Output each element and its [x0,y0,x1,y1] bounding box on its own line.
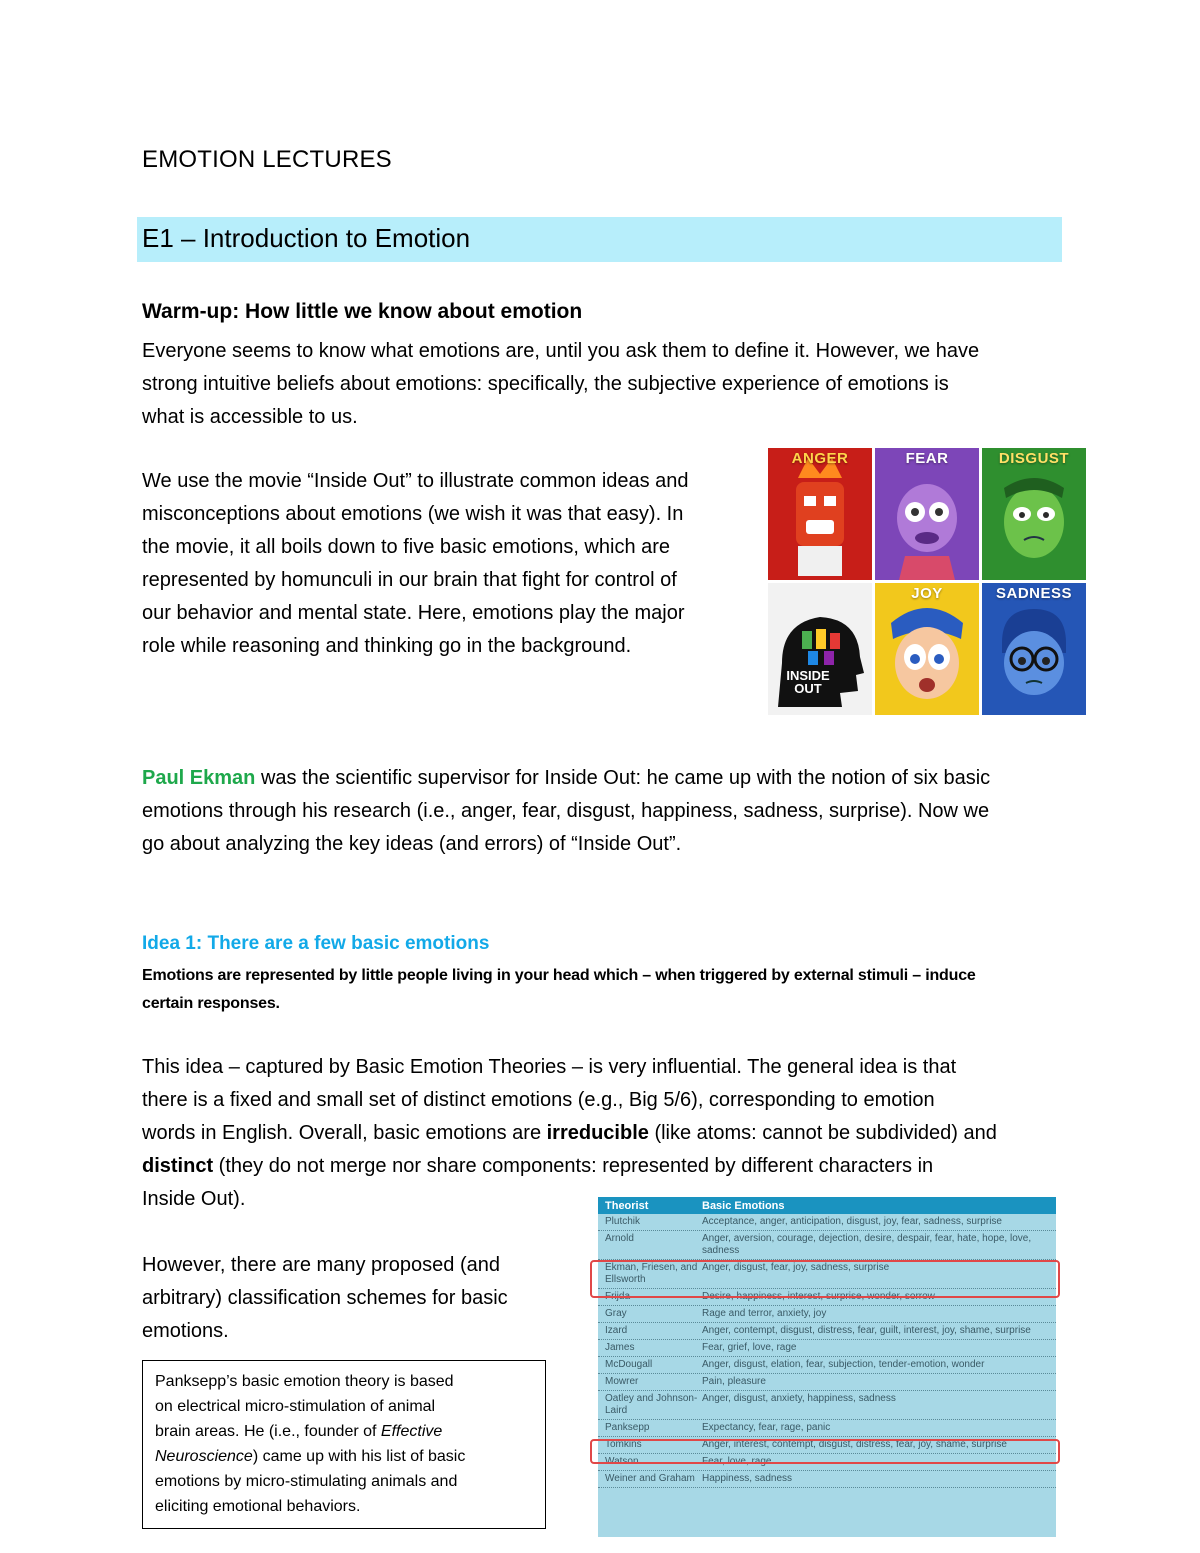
emotions-cell: Happiness, sadness [702,1473,793,1484]
poster-anger [768,448,872,580]
warmup-heading: Warm-up: How little we know about emotion [142,300,583,323]
table-row [598,1357,1056,1374]
ekman-line-rest: was the scientific supervisor for Inside Out: he came up with the notion of six basic [255,767,991,789]
however-paragraph [142,1249,508,1348]
emotions-cell: Pain, pleasure [702,1376,766,1387]
book-title: Effective [380,1423,443,1440]
theorist-cell: James [605,1342,635,1353]
theorist-cell: Mowrer [605,1376,639,1387]
poster-sadness [982,583,1086,715]
inside-out-poster-grid [768,448,1086,715]
table-row [598,1420,1056,1437]
emotions-cell: Anger, interest, contempt, disgust, distress, fear, joy, shame, surprise [702,1439,1007,1450]
theory-line: Inside Out). [142,1188,246,1210]
intro-line: what is accessible to us. [142,406,358,428]
sadness-character-icon [982,583,1086,715]
intro-paragraph [142,335,979,434]
poster-disgust [982,448,1086,580]
emotions-cell: Fear, grief, love, rage [702,1342,797,1353]
movie-line: We use the movie “Inside Out” to illustrate common ideas and [142,470,689,492]
theorist-cell: Ekman, Friesen, and Ellsworth [605,1262,698,1285]
theorist-cell: Oatley and Johnson-Laird [605,1393,698,1416]
theorist-header: Theorist [605,1199,649,1212]
theorist-cell: Frijda [605,1291,631,1302]
poster-joy [875,583,979,715]
section-heading: E1 – Introduction to Emotion [142,223,471,253]
theorist-table [598,1197,1056,1537]
movie-line: misconceptions about emotions (we wish it was that easy). In [142,503,684,525]
theory-line [142,1150,997,1183]
ekman-row-highlight [590,1260,1060,1298]
intro-line: strong intuitive beliefs about emotions: specifically, the subjective experience of emotions is [142,373,949,395]
idea1-heading: Idea 1: There are a few basic emotions [142,933,490,954]
theory-line: there is a fixed and small set of distinct emotions (e.g., Big 5/6), corresponding to emotion [142,1089,935,1111]
ekman-line: emotions through his research (i.e., anger, fear, disgust, happiness, sadness, surprise). Now we [142,800,990,822]
note-line: Panksepp’s basic emotion theory is based [155,1373,454,1390]
theorist-cell: Weiner and Graham [605,1473,695,1484]
movie-line: the movie, it all boils down to five basic emotions, which are [142,536,671,558]
panksepp-row-highlight [590,1439,1060,1464]
theory-text: (like atoms: cannot be subdivided) and [648,1122,997,1144]
theory-paragraph [142,1051,997,1216]
table-row [598,1214,1056,1231]
emotions-cell: Desire, happiness, interest, surprise, wonder, sorrow [702,1291,935,1302]
note-text: ) came up with his list of basic [252,1448,466,1465]
poster-label: JOY [911,585,943,602]
emotions-cell: Anger, aversion, courage, dejection, desire, despair, fear, hate, hope, love, sadness [702,1233,1032,1256]
emotions-cell: Rage and terror, anxiety, joy [702,1308,827,1319]
however-line: arbitrary) classification schemes for basic [142,1287,508,1309]
intro-line: Everyone seems to know what emotions are, until you ask them to define it. However, we have [142,340,980,362]
note-text: brain areas. He (i.e., founder of [155,1423,381,1440]
document-title: EMOTION LECTURES [142,146,392,173]
theory-line [142,1117,997,1150]
table-row [598,1340,1056,1357]
distinct-term: distinct [142,1155,214,1177]
panksepp-note-box [142,1360,546,1529]
note-line [155,1419,533,1444]
inside-out-logo: INSIDE OUT [786,668,830,696]
theorist-cell: Arnold [605,1233,634,1244]
movie-line: role while reasoning and thinking go in the background. [142,635,632,657]
ekman-paragraph [142,762,990,861]
theory-text: (they do not merge nor share components: represented by different characters in [213,1155,934,1177]
theory-text: words in English. Overall, basic emotions are [142,1122,547,1144]
disgust-character-icon [982,448,1086,580]
emotions-cell: Fear, love, rage [702,1456,772,1467]
theorist-cell: McDougall [605,1359,653,1370]
poster-label: SADNESS [995,585,1073,602]
table-row [598,1231,1056,1260]
however-line: However, there are many proposed (and [142,1254,500,1276]
theorist-cell: Plutchik [605,1216,641,1227]
poster-inside-out [768,583,872,715]
idea1-summary [142,962,976,1018]
table-row [598,1306,1056,1323]
idea1-summary-line: Emotions are represented by little people living in your head which – when triggered by external stimuli – induce [142,967,976,984]
theorist-cell: Panksepp [605,1422,650,1433]
table-row [598,1391,1056,1420]
note-line [155,1444,533,1469]
movie-line: represented by homunculi in our brain that fight for control of [142,569,677,591]
emotions-cell: Anger, contempt, disgust, distress, fear, guilt, interest, joy, shame, surprise [702,1325,1031,1336]
poster-label: DISGUST [998,450,1070,467]
emotions-cell: Expectancy, fear, rage, panic [702,1422,831,1433]
table-row [598,1374,1056,1391]
table-row [598,1323,1056,1340]
table-row [598,1471,1056,1488]
emotions-cell: Anger, disgust, elation, fear, subjection, tender-emotion, wonder [702,1359,985,1370]
movie-line: our behavior and mental state. Here, emotions play the major [142,602,685,624]
theory-line: This idea – captured by Basic Emotion Theories – is very influential. The general idea is that [142,1056,957,1078]
note-line: emotions by micro-stimulating animals and [155,1473,458,1490]
ekman-line [142,762,990,795]
poster-label: FEAR [905,450,949,467]
theorist-cell: Watson [605,1456,639,1467]
theorist-cell: Izard [605,1325,628,1336]
poster-label: ANGER [791,450,849,467]
table-header [598,1197,1056,1214]
theorist-cell: Gray [605,1308,627,1319]
ekman-name: Paul Ekman [142,767,256,789]
poster-fear [875,448,979,580]
anger-character-icon [768,448,872,580]
theorist-cell: Tomkins [605,1439,642,1450]
emotions-header: Basic Emotions [702,1199,785,1212]
emotions-cell: Anger, disgust, anxiety, happiness, sadness [702,1393,896,1404]
note-line: on electrical micro-stimulation of animal [155,1398,436,1415]
movie-paragraph [142,465,689,663]
joy-character-icon [875,583,979,715]
irreducible-term: irreducible [546,1122,649,1144]
fear-character-icon [875,448,979,580]
idea1-summary-line: certain responses. [142,995,280,1012]
emotions-cell: Anger, disgust, fear, joy, sadness, surprise [702,1262,890,1273]
however-line: emotions. [142,1320,229,1342]
emotions-cell: Acceptance, anger, anticipation, disgust, joy, fear, sadness, surprise [702,1216,1002,1227]
note-line: eliciting emotional behaviors. [155,1498,361,1515]
ekman-line: go about analyzing the key ideas (and errors) of “Inside Out”. [142,833,682,855]
book-title: Neuroscience [155,1448,253,1465]
